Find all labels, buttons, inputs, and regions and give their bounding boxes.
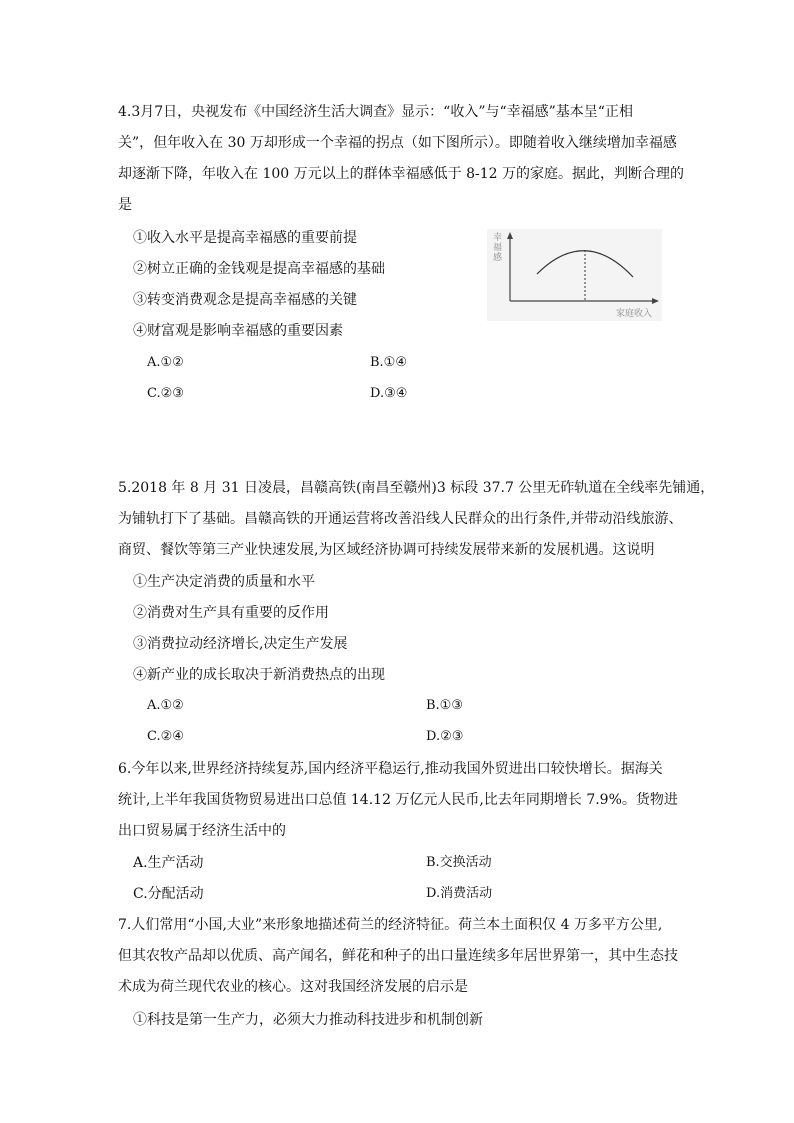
q4-choice-c[interactable]: C.②③ [147, 386, 184, 401]
figure-x-label: 家庭收入 [615, 309, 652, 319]
q6-stem-line-2: 统计,上半年我国货物贸易进出口总值 14.12 万亿元人民币,比去年同期增长 7.9%。货物进 [118, 792, 678, 808]
q5-choice-d[interactable]: D.②③ [426, 729, 464, 744]
q4-stem-line-3: 却逐渐下降，年收入在 100 万元以上的群体幸福感低于 8-12 万的家庭。据此，判断合理的 [118, 166, 684, 182]
q4-stem-line-2: 关”，但年收入在 30 万却形成一个幸福的拐点（如下图所示）。即随着收入继续增加幸福感 [118, 135, 677, 151]
x-axis-arrow-icon [652, 298, 659, 304]
q5-choice-a[interactable]: A.①② [147, 698, 184, 713]
y-axis-arrow-icon [507, 232, 513, 239]
q4-option-2: ②树立正确的金钱观是提高幸福感的基础 [133, 261, 385, 277]
q5-option-4: ④新产业的成长取决于新消费热点的出现 [133, 667, 385, 683]
q5-stem-line-3: 商贸、餐饮等第三产业快速发展,为区域经济协调可持续发展带来新的发展机遇。这说明 [118, 542, 655, 558]
q4-choice-b[interactable]: B.①④ [370, 355, 407, 370]
q7-stem-line-1: 7.人们常用“小国,大业”来形象地描述荷兰的经济特征。荷兰本土面积仅 4 万多平方公里, [118, 917, 663, 933]
q4-choice-d[interactable]: D.③④ [370, 386, 408, 401]
q5-stem-line-1: 5.2018 年 8 月 31 日凌晨，昌赣高铁(南昌至赣州)3 标段 37.7 公里无砟轨道在全线率先铺通， [118, 480, 715, 496]
q6-choice-b[interactable]: B.交换活动 [426, 855, 492, 870]
q6-stem-line-1: 6.今年以来,世界经济持续复苏,国内经济平稳运行,推动我国外贸进出口较快增长。据海关 [118, 761, 663, 777]
q6-choice-d[interactable]: D.消费活动 [426, 886, 493, 901]
figure-y-label: 幸福感 [493, 233, 503, 263]
q4-stem-line-1: 4.3月7日，央视发布《中国经济生活大调查》显示：“收入”与“幸福感”基本呈“正相 [118, 104, 633, 120]
q7-stem-line-3: 术成为荷兰现代农业的核心。这对我国经济发展的启示是 [118, 979, 468, 995]
q4-choice-a[interactable]: A.①② [147, 355, 184, 370]
q6-stem-line-3: 出口贸易属于经济生活中的 [118, 823, 286, 839]
q6-choice-a[interactable]: A.生产活动 [133, 855, 204, 871]
q4-option-4: ④财富观是影响幸福感的重要因素 [133, 323, 343, 339]
q5-option-3: ③消费拉动经济增长,决定生产发展 [133, 636, 348, 652]
q4-stem-line-4: 是 [118, 197, 132, 213]
q7-option-1: ①科技是第一生产力，必须大力推动科技进步和机制创新 [133, 1012, 483, 1028]
happiness-income-figure [487, 229, 662, 321]
q6-choice-c[interactable]: C.分配活动 [133, 886, 204, 902]
q4-option-3: ③转变消费观念是提高幸福感的关键 [133, 292, 357, 308]
q4-option-1: ①收入水平是提高幸福感的重要前提 [133, 230, 357, 246]
q5-option-2: ②消费对生产具有重要的反作用 [133, 605, 329, 621]
q7-stem-line-2: 但其农牧产品却以优质、高产闻名，鲜花和种子的出口量连续多年居世界第一，其中生态技 [118, 948, 678, 964]
q5-option-1: ①生产决定消费的质量和水平 [133, 574, 315, 590]
q5-choice-c[interactable]: C.②④ [147, 729, 184, 744]
q5-choice-b[interactable]: B.①③ [426, 698, 463, 713]
q5-stem-line-2: 为铺轨打下了基础。昌赣高铁的开通运营将改善沿线人民群众的出行条件,并带动沿线旅游、 [118, 511, 683, 527]
